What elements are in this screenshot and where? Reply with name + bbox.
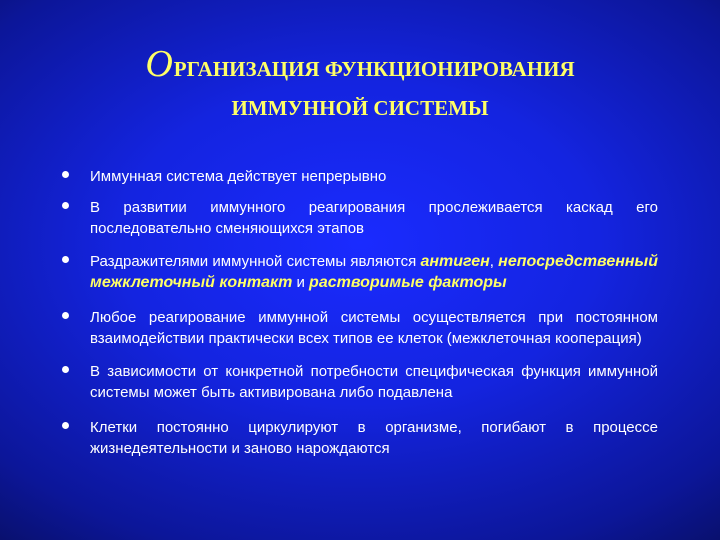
bullet-text-intro: Раздражителями иммунной системы являются — [90, 253, 421, 270]
bullet-text: Иммунная система действует непрерывно — [90, 168, 387, 185]
bullet-dot — [62, 256, 69, 263]
bullet-dot — [62, 202, 69, 209]
bullet-text-sep: , — [489, 253, 499, 270]
bullet-dot — [62, 366, 69, 373]
bullet-list — [62, 166, 658, 459]
title-line-2: ИММУННОЙ СИСТЕМЫ — [231, 96, 489, 120]
bullet-item-2 — [62, 197, 658, 239]
title-line-1-text: РГАНИЗАЦИЯ ФУНКЦИОНИРОВАНИЯ — [173, 57, 575, 81]
bullet-text: Клетки постоянно циркулируют в организме, погибают в процессе жизнедеятельности и заново нарождаются — [90, 419, 658, 457]
keyword-direct-contact: непосредственный межклеточный контакт — [90, 253, 658, 291]
bullet-item-6 — [62, 417, 658, 459]
bullet-item-5 — [62, 361, 658, 403]
bullet-text: В зависимости от конкретной потребности специфическая функция иммунной системы может быть активирована либо подавлена — [90, 363, 658, 401]
bullet-dot — [62, 422, 69, 429]
title-line-1 — [0, 44, 720, 89]
bullet-text-and: и — [292, 274, 310, 291]
bullet-item-1 — [62, 166, 658, 187]
bullet-text: В развитии иммунного реагирования прослеживается каскад его последовательно сменяющихся этапов — [90, 199, 658, 237]
title-initial-letter: О — [145, 43, 173, 85]
bullet-dot — [62, 171, 69, 178]
bullet-dot — [62, 312, 69, 319]
slide-title — [0, 44, 720, 123]
bullet-item-3 — [62, 251, 658, 293]
keyword-soluble-factors: растворимые факторы — [309, 274, 507, 291]
keyword-antigen: антиген — [420, 253, 490, 270]
bullet-item-4 — [62, 307, 658, 349]
bullet-text: Любое реагирование иммунной системы осуществляется при постоянном взаимодействии практически всех типов ее клеток (межклеточная кооперация) — [90, 309, 658, 347]
